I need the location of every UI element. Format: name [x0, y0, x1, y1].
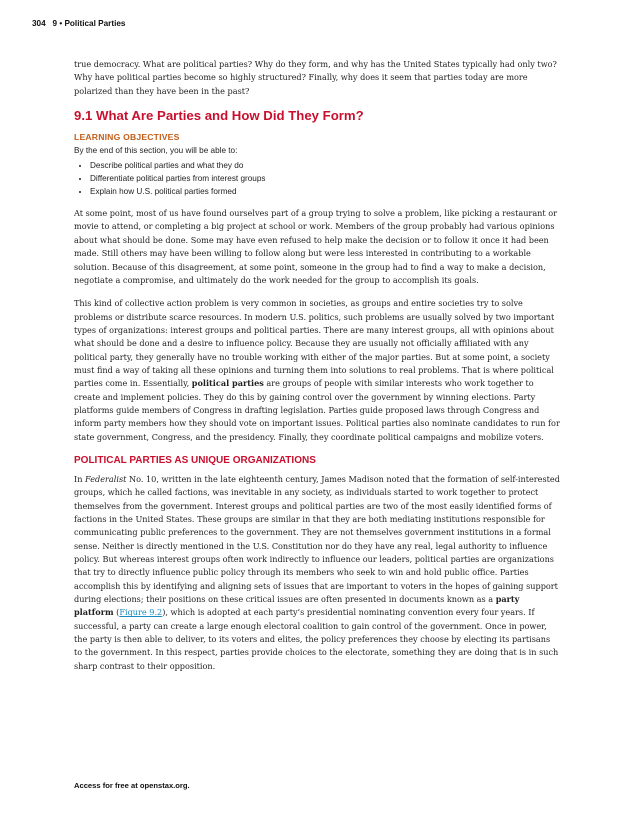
chapter-label: 9 • Political Parties — [52, 19, 126, 28]
objectives-list — [74, 159, 560, 199]
list-item: • Differentiate political parties from interest groups — [90, 172, 560, 185]
list-item: • Describe political parties and what they do — [90, 159, 560, 172]
section-title: 9.1 What Are Parties and How Did They Form? — [74, 108, 364, 124]
learning-objectives-title: LEARNING OBJECTIVES — [74, 132, 180, 143]
figure-link[interactable]: Figure 9.2 — [119, 607, 163, 618]
subsection-title: POLITICAL PARTIES AS UNIQUE ORGANIZATIONS — [74, 454, 316, 466]
intro-paragraph: true democracy. What are political parties? Why do they form, and why has the United States typically had only two? Why have political parties become so highly structured? Finally, why does it seem that parties today are more polarized than they have been in the past? — [74, 59, 557, 96]
key-term-party-platform: party platform — [74, 594, 520, 618]
paragraph-unique-organizations — [74, 473, 560, 673]
paragraph-text: In — [74, 473, 86, 484]
paragraph-text: ), which is adopted at each party’s presidential nominating convention every four years. If successful, a party can create a large enough electoral coalition to gain control of the government. Once in power, the party is then able to deliver, to its voters and elites, the policy preferences they choose by electing its partisans to the government. In this respect, parties provide choices to the electorate, something they are doing that is in such sharp contrast to their opposition. — [74, 607, 559, 671]
paragraph-collective-action: At some point, most of us have found ourselves part of a group trying to solve a problem, like picking a restaurant or movie to attend, or completing a big project at school or work. Members of the group probably had various opinions about what should be done. Some may have even refused to help make the decision or to follow it once it had been made. Still others may have been willing to follow along but were less interested in contributing to a workable solution. Because of this disagreement, at some point, someone in the group had to find a way to make a decision, negotiate a compromise, and ultimately do the work needed for the group to accomplish its goals. — [74, 208, 558, 285]
list-item: • Explain how U.S. political parties formed — [90, 185, 560, 198]
page-number: 304 — [32, 19, 46, 28]
learning-objectives — [74, 131, 560, 198]
page-footer: Access for free at openstax.org. — [74, 781, 190, 790]
learning-objectives-intro: By the end of this section, you will be able to: — [74, 146, 238, 156]
key-term-political-parties: political parties — [191, 378, 264, 389]
paragraph-text: This kind of collective action problem is very common in societies, as groups and entire societies try to solve problems or distribute scarce resources. In modern U.S. politics, such problems are usually solved by two important types of organizations: interest groups and political parties. There are many interest groups, all with opinions about what should be done and a desire to influence policy. Because they are usually not officially affiliated with any political party, they generally have no trouble working with either of the major parties. But at some point, a society must find a way of taking all these opinions and turning them into solutions to real problems. That is where political parties come in. Essentially, — [74, 298, 555, 389]
federalist-title: Federalist — [85, 473, 127, 484]
page-content — [74, 58, 560, 683]
paragraph-text: are groups of people with similar interests who work together to create and implement policies. They do this by gaining control over the government by winning elections. Party platforms guide members of Congress in drafting legislation. Parties guide proposed laws through Congress and inform party members how they should vote on important issues. Political parties also nominate candidates to run for state government, Congress, and the presidency. Finally, they coordinate political campaigns and mobilize voters. — [74, 378, 560, 442]
running-header — [32, 19, 125, 28]
paragraph-text: No. 10, written in the late eighteenth century, James Madison noted that the formation of self-interested groups, which he called factions, was inevitable in any society, as individuals started to work together to protect themselves from the government. Interest groups and political parties are two of the most easily identified forms of factions in the United States. These groups are similar in that they are both mediating institutions responsible for communicating public preferences to the government. They are not themselves government institutions in a formal sense. Neither is directly mentioned in the U.S. Constitution nor do they have any real, legal authority to influence policy. But whereas interest groups often work indirectly to influence our leaders, political parties are organizations that try to directly influence public policy through its members who seek to win and hold public office. Parties accomplish this by identifying and aligning sets of issues that are important to voters in the hopes of gaining support during elections; their positions on these critical issues are often presented in documents known as a — [74, 473, 560, 605]
paragraph-text: ( — [113, 607, 120, 618]
paragraph-political-parties — [74, 297, 560, 444]
